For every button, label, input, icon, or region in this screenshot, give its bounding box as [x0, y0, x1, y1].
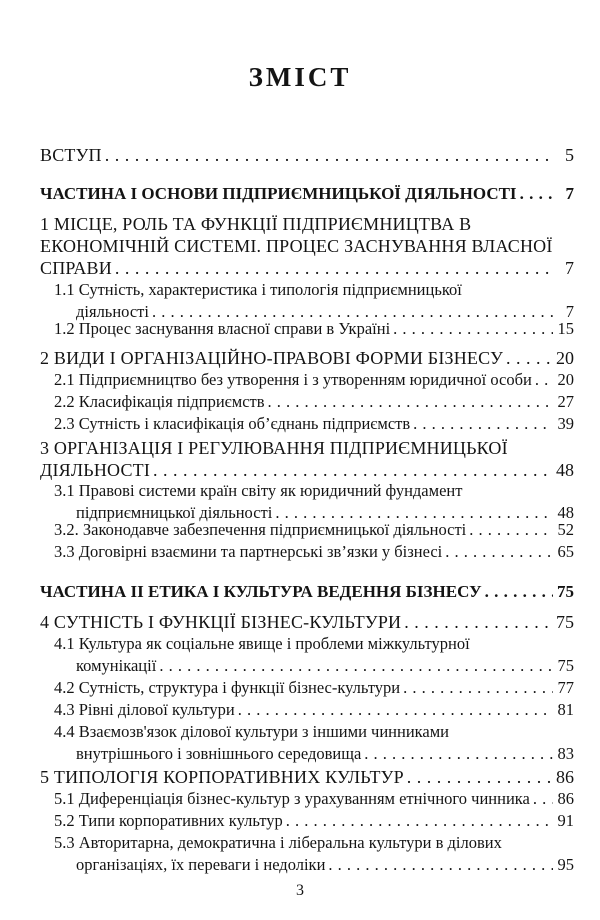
toc-page-number: 7 — [565, 302, 574, 321]
toc-entry-text: комунікації — [76, 656, 157, 675]
toc-entry-text: 5.1 Диференціація бізнес-культур з урахуванням етнічного чинника — [54, 789, 530, 808]
toc-page-number: 77 — [557, 678, 574, 697]
dot-leader — [328, 854, 553, 876]
toc-entry-text: ЧАСТИНА І ОСНОВИ ПІДПРИЄМНИЦЬКОЇ ДІЯЛЬНОСТІ — [40, 184, 517, 203]
toc-entry-text: 2.3 Сутність і класифікація об’єднань підприємств — [54, 414, 411, 433]
toc-entry-text: ВСТУП — [40, 145, 102, 165]
toc-entry-text: діяльності — [76, 302, 149, 321]
page-number: 3 — [296, 882, 304, 899]
toc-entry[interactable] — [40, 279, 574, 323]
toc-entry-text: 5.2 Типи корпоративних культур — [54, 811, 283, 830]
dot-leader — [238, 699, 553, 721]
toc-entry-text: 4.2 Сутність, структура і функції бізнес-культури — [54, 678, 401, 697]
dot-leader — [403, 677, 553, 699]
toc-page-number: 15 — [557, 319, 574, 338]
toc-page-number: 52 — [557, 520, 574, 539]
dot-leader — [404, 611, 553, 633]
toc-page-number: 95 — [557, 855, 574, 874]
toc-entry[interactable] — [40, 611, 574, 633]
toc-entry-text: 2.2 Класифікація підприємств — [54, 392, 265, 411]
toc-page-number: 83 — [557, 744, 574, 763]
toc-entry-text: 5.3 Авторитарна, демократична і ліберальна культури в ділових — [54, 833, 502, 852]
toc-page-number: 20 — [557, 370, 574, 389]
toc-entry[interactable] — [40, 480, 574, 524]
toc-page-number: 20 — [556, 348, 574, 368]
toc-entry-text: 4.4 Взаємозв'язок ділової культури з іншими чинниками — [54, 722, 450, 741]
toc-page-number: 86 — [557, 789, 574, 808]
dot-leader — [364, 743, 553, 765]
toc-entry-text: 3.2. Законодавче забезпечення підприємницької діяльності — [54, 520, 467, 539]
toc-entry-text: організаціях, їх переваги і недоліки — [76, 855, 326, 874]
toc-page-number: 65 — [557, 542, 574, 561]
toc-entry-text: 2 ВИДИ І ОРГАНІЗАЦІЙНО-ПРАВОВІ ФОРМИ БІЗНЕСУ — [40, 348, 504, 368]
toc-page-number: 81 — [557, 700, 574, 719]
toc-entry[interactable] — [40, 581, 574, 603]
toc-entry[interactable] — [40, 437, 574, 481]
dot-leader — [393, 318, 553, 340]
toc-page-number: 75 — [557, 656, 574, 675]
toc-page-number: 91 — [557, 811, 574, 830]
toc-entry-text: 3 ОРГАНІЗАЦІЯ І РЕГУЛЮВАННЯ ПІДПРИЄМНИЦЬКОЇ — [40, 438, 508, 458]
dot-leader — [407, 766, 553, 788]
toc-entry-text: 3.3 Договірні взаємини та партнерські зв’язки у бізнесі — [54, 542, 443, 561]
dot-leader — [115, 257, 553, 279]
toc-entry[interactable] — [40, 347, 574, 369]
toc-entry-text: СПРАВИ — [40, 258, 112, 278]
toc-page-number: 75 — [556, 612, 574, 632]
dot-leader — [520, 183, 553, 205]
toc-entry-text: ЧАСТИНА ІІ ЕТИКА І КУЛЬТУРА ВЕДЕННЯ БІЗНЕСУ — [40, 582, 482, 601]
dot-leader — [535, 369, 553, 391]
toc-entry[interactable] — [40, 369, 574, 391]
toc-entry-text: внутрішнього і зовнішнього середовища — [76, 744, 362, 763]
toc-entry[interactable] — [40, 144, 574, 166]
toc-entry-text: 4.3 Рівні ділової культури — [54, 700, 235, 719]
dot-leader — [105, 144, 553, 166]
dot-leader — [268, 391, 553, 413]
dot-leader — [286, 810, 553, 832]
dot-leader — [485, 581, 553, 603]
toc-entry-text: 5 ТИПОЛОГІЯ КОРПОРАТИВНИХ КУЛЬТУР — [40, 767, 404, 787]
toc-entry-text: ЕКОНОМІЧНІЙ СИСТЕМІ. ПРОЦЕС ЗАСНУВАННЯ ВЛАСНОЇ — [40, 236, 553, 256]
dot-leader — [533, 788, 553, 810]
dot-leader — [153, 459, 553, 481]
dot-leader — [506, 347, 553, 369]
toc-page-number: 86 — [556, 767, 574, 787]
toc-entry[interactable] — [40, 766, 574, 788]
toc-entry[interactable] — [40, 699, 574, 721]
page-title: ЗМІСТ — [248, 62, 352, 92]
toc-page-number: 48 — [556, 460, 574, 480]
toc-entry-text: 1 МІСЦЕ, РОЛЬ ТА ФУНКЦІЇ ПІДПРИЄМНИЦТВА В — [40, 214, 472, 234]
dot-leader — [445, 541, 553, 563]
toc-entry-text: підприємницької діяльності — [76, 503, 273, 522]
toc-entry-text: 3.1 Правові системи країн світу як юридичний фундамент — [54, 481, 463, 500]
toc-page-number: 7 — [565, 258, 574, 278]
toc-page-number: 75 — [557, 582, 574, 601]
toc-page-number: 5 — [565, 145, 574, 165]
toc-entry-text: 2.1 Підприємництво без утворення і з утворенням юридичної особи — [54, 370, 532, 389]
toc-page-number: 39 — [557, 414, 574, 433]
toc-page-number: 7 — [565, 184, 574, 203]
toc-entry[interactable] — [40, 832, 574, 876]
toc-entry[interactable] — [40, 519, 574, 541]
toc-entry[interactable] — [40, 391, 574, 413]
toc-entry-text: 1.1 Сутність, характеристика і типологія підприємницької — [54, 280, 462, 299]
toc-page-number: 48 — [557, 503, 574, 522]
toc-entry[interactable] — [40, 213, 574, 279]
toc-entry[interactable] — [40, 413, 574, 435]
toc-entry-text: 4 СУТНІСТЬ І ФУНКЦІЇ БІЗНЕС-КУЛЬТУРИ — [40, 612, 402, 632]
toc-entry[interactable] — [40, 318, 574, 340]
toc-entry[interactable] — [40, 541, 574, 563]
toc-entry-text: 1.2 Процес заснування власної справи в Україні — [54, 319, 391, 338]
toc-page-number: 27 — [557, 392, 574, 411]
dot-leader — [469, 519, 553, 541]
toc-entry[interactable] — [40, 788, 574, 810]
toc-entry[interactable] — [40, 810, 574, 832]
dot-leader — [159, 655, 553, 677]
toc-entry-text: 4.1 Культура як соціальне явище і проблеми міжкультурної — [54, 634, 470, 653]
toc-entry[interactable] — [40, 633, 574, 677]
toc-entry[interactable] — [40, 677, 574, 699]
toc-entry[interactable] — [40, 183, 574, 205]
dot-leader — [413, 413, 553, 435]
toc-entry-text: ДІЯЛЬНОСТІ — [40, 460, 151, 480]
toc-entry[interactable] — [40, 721, 574, 765]
